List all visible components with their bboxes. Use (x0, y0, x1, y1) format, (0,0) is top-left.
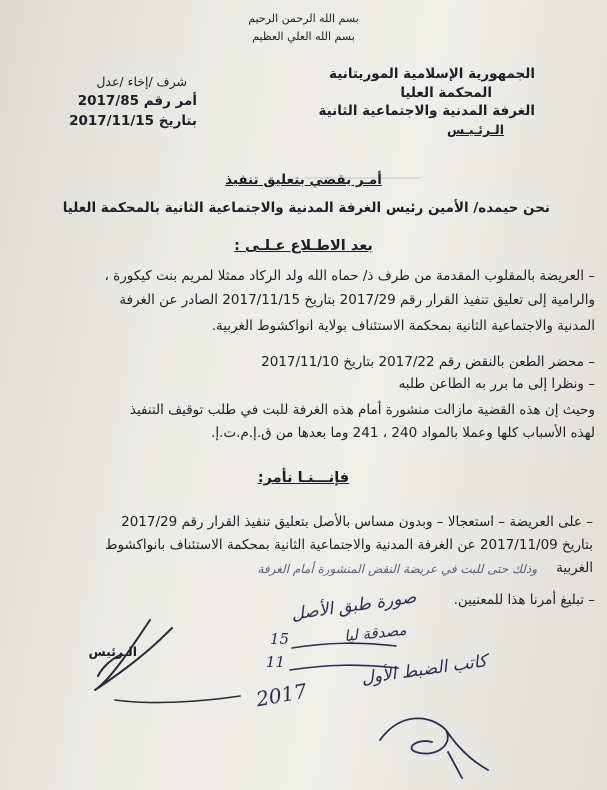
handwritten-note-line: 15 (269, 630, 289, 648)
body-line: – محضر الطعن بالنقض رقم 2017/22 بتاريخ 2017/11/10 (261, 354, 595, 370)
president-signature (95, 620, 172, 690)
order-line: بتاريخ 2017/11/09 عن الغرفة المدنية والاجتماعية الثانية بمحكمة الاستئناف بانواكشوط (105, 537, 593, 553)
signature-label: الـرئيس (88, 644, 137, 659)
basmala-1: بسم الله الرحمن الرحيم (248, 12, 359, 25)
order-number: أمر رقم 2017/85 (77, 93, 197, 109)
handwritten-note-line: صورة طبق الأصل (290, 587, 418, 625)
handwritten-note-line: كاتب الضبط الأول (359, 651, 488, 689)
clerk-signature (380, 718, 488, 778)
handwritten-note-line: 11 (265, 653, 285, 671)
court-name: المحكمة العليا (400, 85, 492, 101)
notify-line: – تبليغ أمرنا هذا للمعنيين. (453, 592, 595, 608)
handwritten-note-line: 2017 (254, 678, 309, 712)
ref-codes: شرف /إخاء /عدل (96, 74, 187, 89)
body-line: وحيث إن هذه القضية مازالت منشورة أمام هذه الغرفة للبت في طلب توقيف التنفيذ (129, 402, 595, 418)
order-date: بتاريخ 2017/11/15 (69, 113, 197, 129)
handwritten-note-line: مصدقة ليا (343, 620, 408, 646)
body-line: – ونظرا إلى ما برر به الطاعن طلبه (398, 376, 595, 392)
body-line: المدنية والاجتماعية الثانية بمحكمة الاستئناف بولاية انواكشوط الغربية. (211, 318, 595, 334)
issuer-line: نحن حيمده/ الأمين رئيس الغرفة المدنية والاجتماعية الثانية بالمحكمة العليا (62, 200, 550, 216)
document-title: أمـر يقضي بتعليق تنفيذ (225, 172, 382, 188)
body-line: – العريضة بالمقلوب المقدمة من طرف ذ/ حماه الله ولد الركاد ممثلا لمريم بنت كيكورة ، (104, 268, 595, 284)
chamber-name: الغرفة المدنية والاجتماعية الثانية (318, 103, 535, 119)
body-line: لهذه الأسباب كلها وعملا بالمواد 240 ، 241 وما بعدها من ق.إ.م.ت.إ. (211, 425, 595, 441)
office-title: الـرئـيـس (446, 122, 504, 137)
review-heading: بعد الاطـلاع عـلـى : (234, 238, 373, 254)
body-line: والرامية إلى تعليق تنفيذ القرار رقم 2017/29 بتاريخ 2017/11/15 الصادر عن الغرفة (119, 292, 595, 308)
order-line: – على العريضة – استعجالا – وبدون مساس بالأصل بتعليق تنفيذ القرار رقم 2017/29 (121, 514, 593, 530)
date-fraction-rule (292, 643, 396, 648)
order-line: الغربية (556, 560, 593, 576)
president-signature-stroke (115, 696, 240, 703)
country-name: الجمهورية الإسلامية الموريتانية (329, 66, 535, 82)
handwritten-insert: وذلك حتى للبت في عريضة النقض المنشورة أمام الغرفة (257, 562, 537, 576)
basmala-2: بسم الله العلي العظيم (252, 30, 355, 43)
date-fraction-rule (290, 665, 398, 670)
order-heading: فإنـــنـا نأمر: (257, 470, 350, 486)
